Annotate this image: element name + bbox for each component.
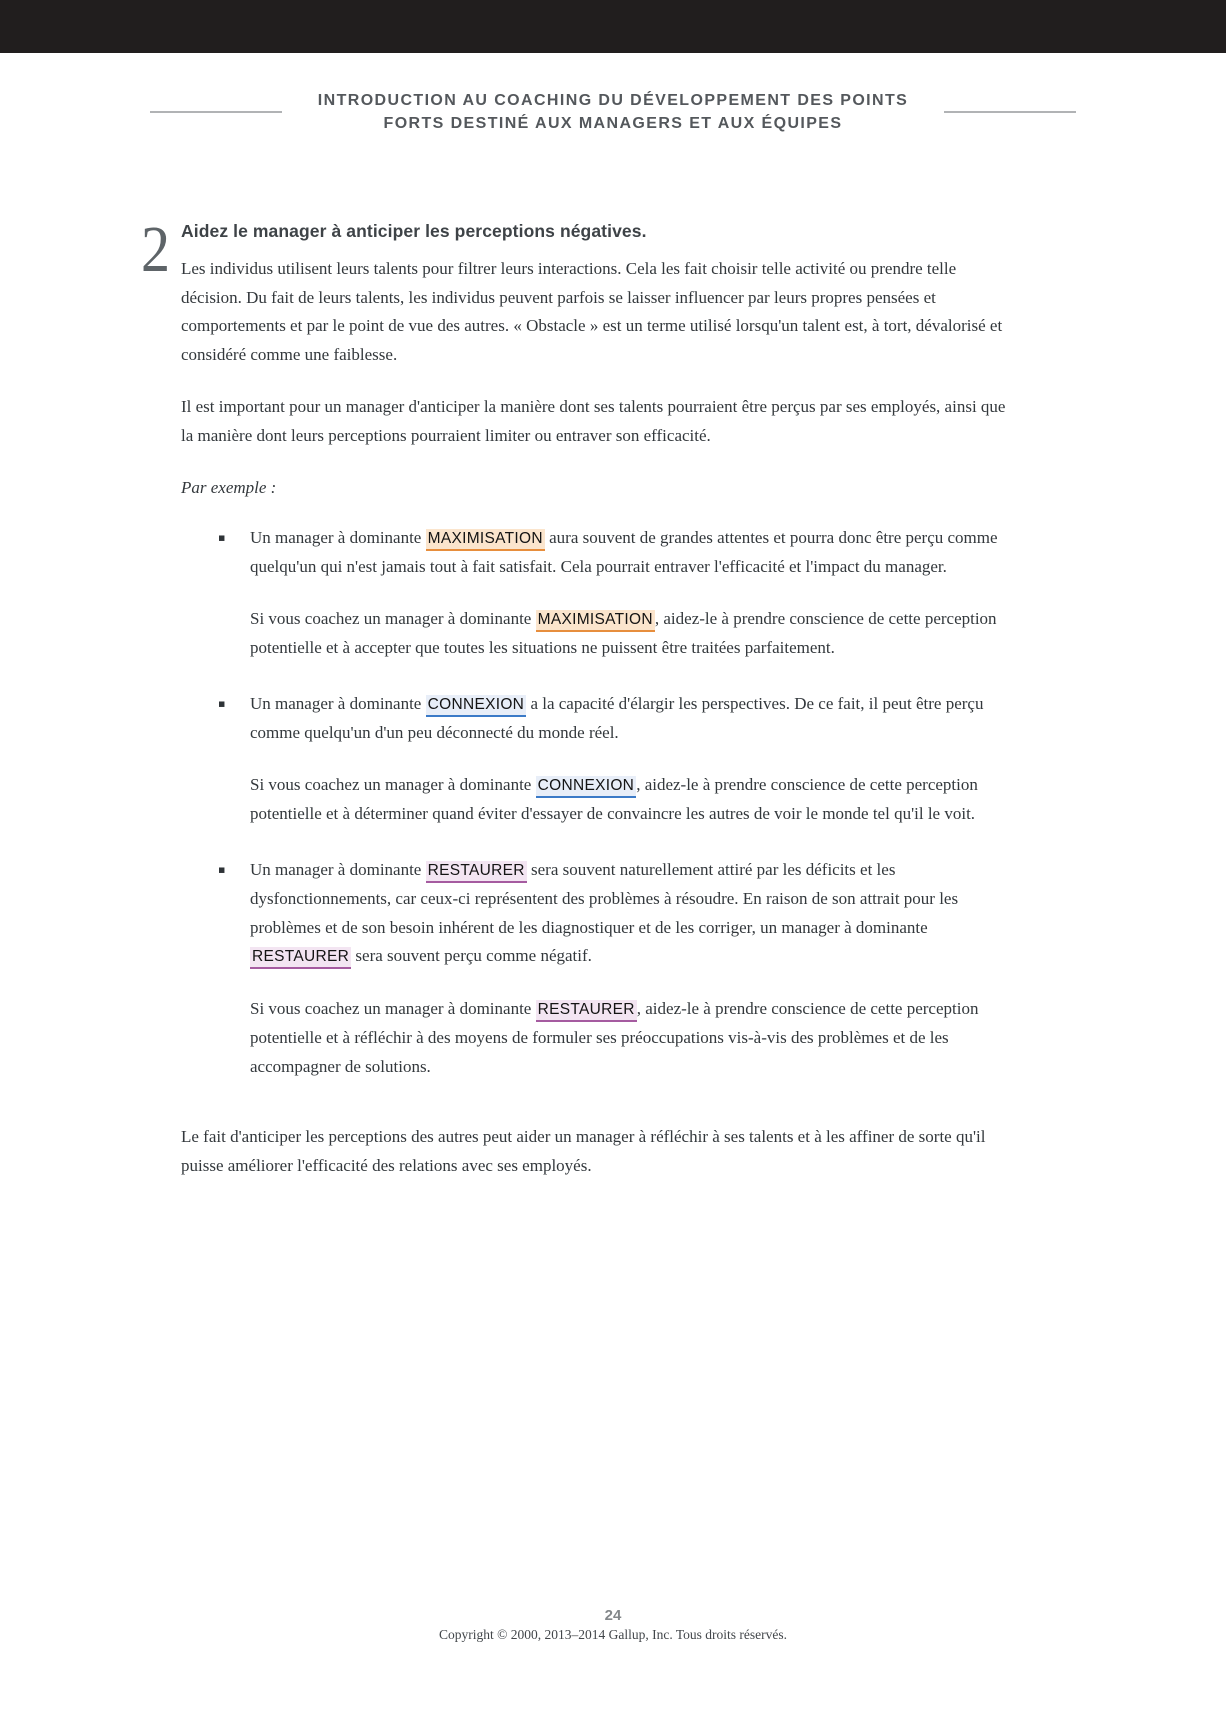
strength-term-connexion: CONNEXION — [426, 695, 527, 717]
page-number: 24 — [604, 1607, 622, 1624]
header-title-line2: FORTS DESTINÉ AUX MANAGERS ET AUX ÉQUIPES — [383, 115, 843, 132]
text-run: Un manager à dominante — [250, 693, 426, 713]
paragraph — [181, 605, 1006, 663]
strength-term-maximisation: MAXIMISATION — [426, 529, 545, 551]
strength-term-connexion: CONNEXION — [536, 776, 637, 798]
strength-term-restaurer: RESTAURER — [536, 1000, 637, 1022]
text-run: Le fait d'anticiper les perceptions des autres peut aider un manager à réfléchir à ses talents et à les affiner de sorte qu'il puisse améliorer l'efficacité des relations avec ses employés. — [181, 1127, 986, 1175]
paragraph — [181, 393, 1006, 450]
paragraph — [181, 1123, 1006, 1180]
text-run: , aidez-le à prendre conscience de cette perception potentielle et à réfléchir à des moyens de formuler ses préoccupations vis-à-vis des problèmes et de les accompagner de solutions. — [250, 998, 979, 1076]
text-run: Un manager à dominante — [250, 527, 426, 547]
strength-term-restaurer: RESTAURER — [426, 861, 527, 883]
text-run: Les individus utilisent leurs talents pour filtrer leurs interactions. Cela les fait choisir telle activité ou prendre telle décision. Du fait de leurs talents, les individus peuvent parfois se laisser influencer par leurs propres pensées et comportements et par le point de vue des autres. « Obstacle » est un terme utilisé lorsqu'un talent est, à tort, dévalorisé et considéré comme une faiblesse. — [181, 259, 1003, 364]
bullet-item — [181, 690, 1006, 748]
paragraph — [181, 995, 1006, 1082]
text-run: , aidez-le à prendre conscience de cette perception potentielle et à déterminer quand éviter d'essayer de convaincre les autres de voir le monde tel qu'il le voit. — [250, 774, 978, 823]
square-bullet-icon: ▪ — [218, 696, 226, 710]
section-number: 2 — [141, 213, 171, 286]
header-title — [318, 89, 908, 135]
section-2 — [141, 213, 1006, 1180]
text-run: a la capacité d'élargir les perspectives. De ce fait, il peut être perçu comme quelqu'un d'un peu déconnecté du monde réel. — [250, 693, 984, 742]
text-run: Si vous coachez un manager à dominante — [250, 608, 536, 628]
page-header — [0, 89, 1226, 135]
text-run: Si vous coachez un manager à dominante — [250, 998, 536, 1018]
strength-term-maximisation: MAXIMISATION — [536, 610, 655, 632]
top-bar — [0, 0, 1226, 53]
strength-term-restaurer: RESTAURER — [250, 947, 351, 969]
text-run: Si vous coachez un manager à dominante — [250, 774, 536, 794]
text-run: Un manager à dominante — [250, 859, 426, 879]
square-bullet-icon: ▪ — [218, 530, 226, 544]
header-title-line1: INTRODUCTION AU COACHING DU DÉVELOPPEMENT DES POINTS — [317, 92, 909, 109]
square-bullet-icon: ▪ — [218, 862, 226, 876]
header-rule-right — [944, 111, 1076, 113]
section-content — [181, 255, 1006, 1180]
copyright-line: Copyright © 2000, 2013–2014 Gallup, Inc. Tous droits réservés. — [438, 1627, 788, 1642]
text-run: , aidez-le à prendre conscience de cette perception potentielle et à accepter que toutes les situations ne puissent être traitées parfaitement. — [250, 608, 997, 657]
section-heading: Aidez le manager à anticiper les perceptions négatives. — [181, 221, 647, 241]
bullet-item — [181, 524, 1006, 582]
paragraph — [181, 474, 1006, 503]
text-run: sera souvent perçu comme négatif. — [351, 946, 592, 965]
paragraph — [181, 255, 1006, 369]
header-rule-left — [150, 111, 282, 113]
text-run: Il est important pour un manager d'anticiper la manière dont ses talents pourraient être perçus par ses employés, ainsi que la manière dont leurs perceptions pourraient limiter ou entraver son efficacité. — [181, 397, 1006, 445]
paragraph — [181, 771, 1006, 829]
page-footer — [0, 1607, 1226, 1643]
text-run: Par exemple : — [181, 478, 277, 497]
bullet-item — [181, 856, 1006, 972]
text-run: aura souvent de grandes attentes et pourra donc être perçu comme quelqu'un qui n'est jamais tout à fait satisfait. Cela pourrait entraver l'efficacité et l'impact du manager. — [250, 527, 998, 576]
text-run: sera souvent naturellement attiré par les déficits et les dysfonctionnements, car ceux-ci représentent des problèmes à résoudre. En raison de son attrait pour les problèmes et de son besoin inhérent de les diagnostiquer et de les corriger, un manager à dominante — [250, 859, 959, 937]
